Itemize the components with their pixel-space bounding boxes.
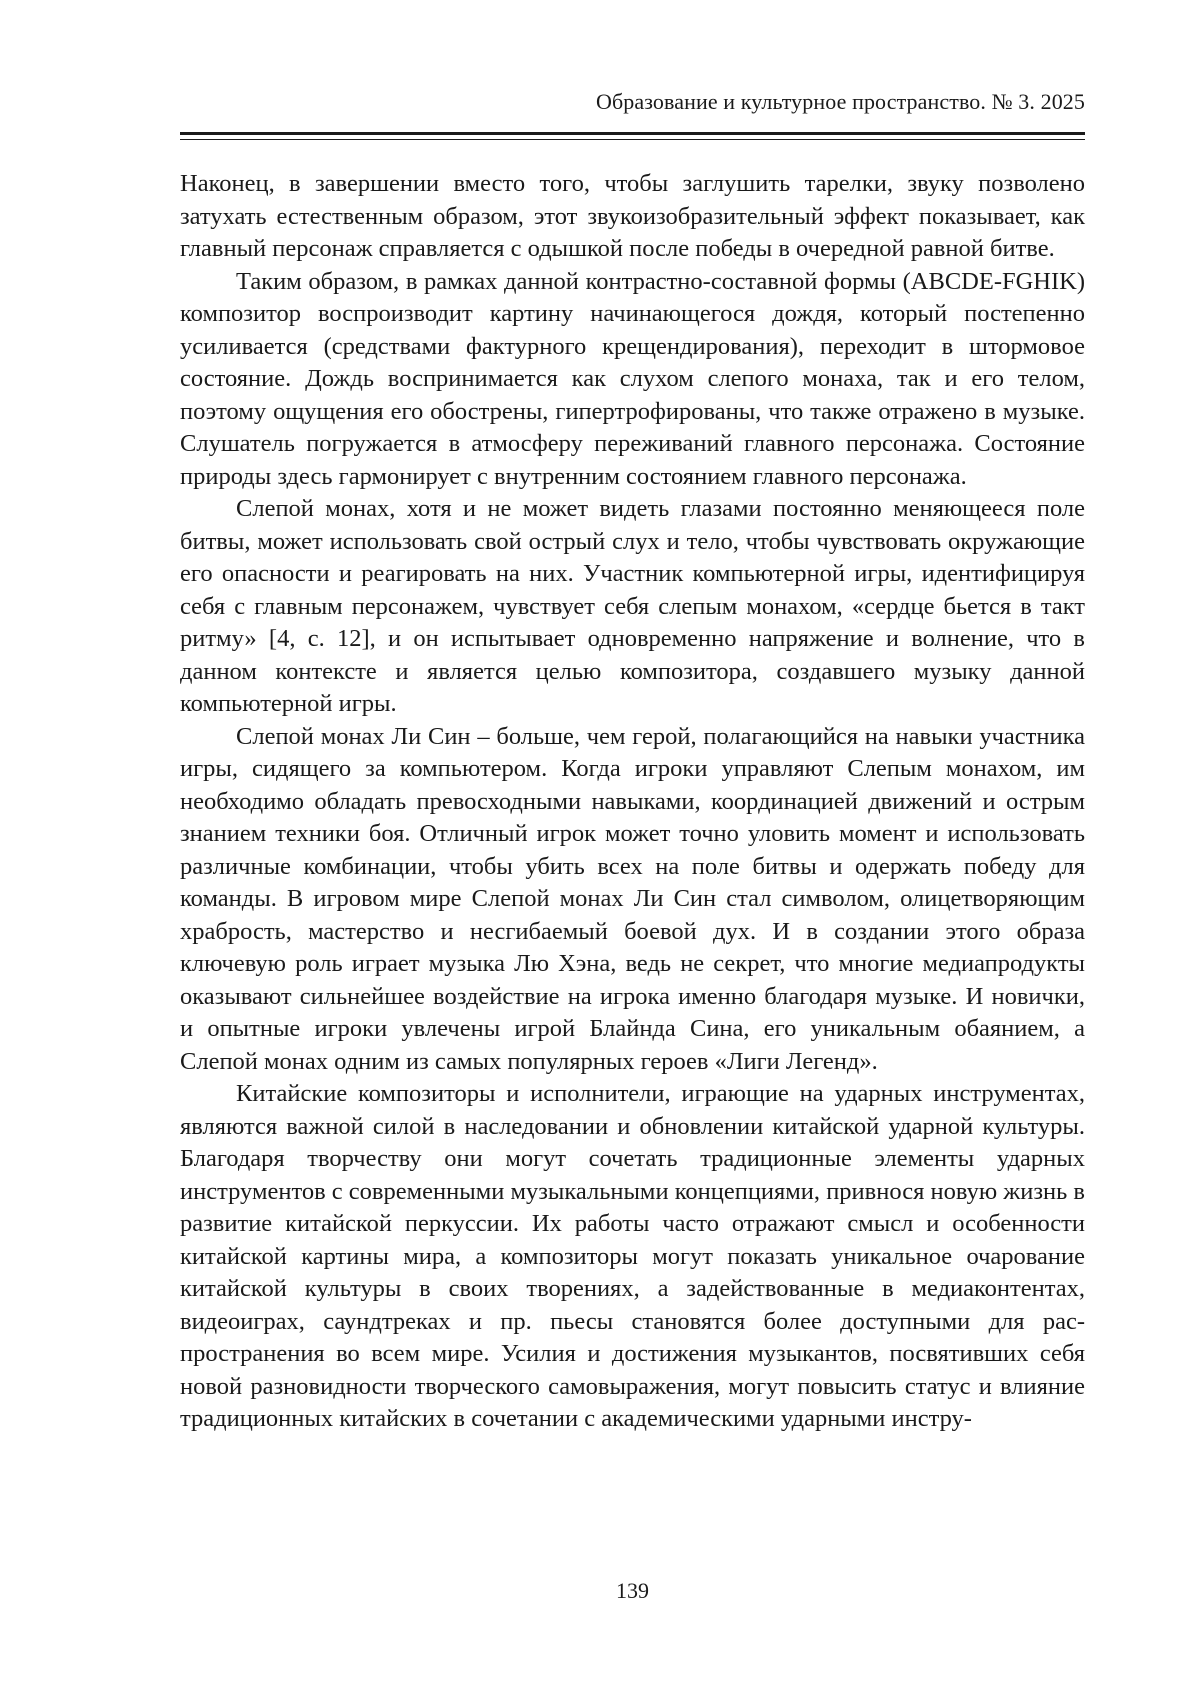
paragraph: Наконец, в завершении вместо того, чтобы заглушить тарелки, звуку позволено затухать естественным образом, этот звукоизобразительный эффект показывает, как главный персонаж справляется с одышкой после победы в очередной равной битве. bbox=[180, 170, 1085, 262]
paragraph: Китайские композиторы и исполнители, играющие на ударных инструментах, являются важной силой в наследовании и обновлении китайской ударной культуры. Благодаря творчеству они могут сочетать традиционные элементы ударных инструментов с современными музыкальными концепциями, привнося новую жизнь в развитие китайской перкуссии. Их работы часто отражают смысл и особенности китайской картины мира, а композиторы могут показать уникальное очарование китайской культуры в своих творениях, а задействованные в медиаконтентах, видеоиграх, саундтреках и пр. пьесы становятся более доступными для распространения во всем мире. Усилия и достижения музыкантов, посвятивших себя новой разновидности творческого самовыражения, могут повысить статус и влияние традиционных китайских в сочетании с академическими ударными инстру- bbox=[180, 1080, 1085, 1432]
page-number: 139 bbox=[616, 1578, 649, 1603]
header-rule-thick bbox=[180, 132, 1085, 135]
paragraph: Слепой монах Ли Син – больше, чем герой, полагающийся на навыки участника игры, сидящего за компьютером. Когда игроки управляют Слепым монахом, им необходимо обладать превосходными навыками, координацией движений и острым знанием техники боя. Отличный игрок может точно уловить момент и использовать различные комбинации, чтобы убить всех на поле битвы и одержать победу для команды. В игровом мире Слепой монах Ли Син стал символом, олицетворяющим храбрость, мастерство и несгибаемый боевой дух. И в создании этого образа ключевую роль играет музыка Лю Хэна, ведь не секрет, что многие медиапродукты оказывают сильнейшее воздействие на игрока именно благодаря музыке. И новички, и опытные игроки увлечены игрой Блайнда Сина, его уникальным обаянием, а Слепой монах одним из самых популярных героев «Лиги Легенд». bbox=[180, 722, 1085, 1075]
paragraph: Слепой монах, хотя и не может видеть глазами постоянно меняющееся поле битвы, может использовать свой острый слух и тело, чтобы чувствовать окружающие его опасности и реагировать на них. Участник компьютерной игры, идентифицируя себя с главным персонажем, чувствует себя слепым монахом, «сердце бьется в такт ритму» [4, с. 12], и он испытывает одновременно напряжение и волнение, что в данном контексте и является целью композитора, создавшего музыку данной компьютерной игры. bbox=[180, 495, 1085, 717]
journal-header: Образование и культурное пространство. № 3. 2025 bbox=[596, 89, 1085, 114]
article-body bbox=[180, 168, 1085, 1436]
paragraph: Таким образом, в рамках данной контрастно-составной формы (ABCDE-FGHIK) композитор воспроизводит картину начинающегося дождя, который постепенно усиливается (средствами фактурного крещендирования), переходит в штормовое состояние. Дождь воспринимается как слухом слепого монаха, так и его телом, поэтому ощущения его обострены, гипертрофированы, что также отражено в музыке. Слушатель погружается в атмосферу переживаний главного персонажа. Состояние природы здесь гармонирует с внутренним состоянием главного персонажа. bbox=[180, 267, 1085, 490]
header-rule-thin bbox=[180, 139, 1085, 140]
